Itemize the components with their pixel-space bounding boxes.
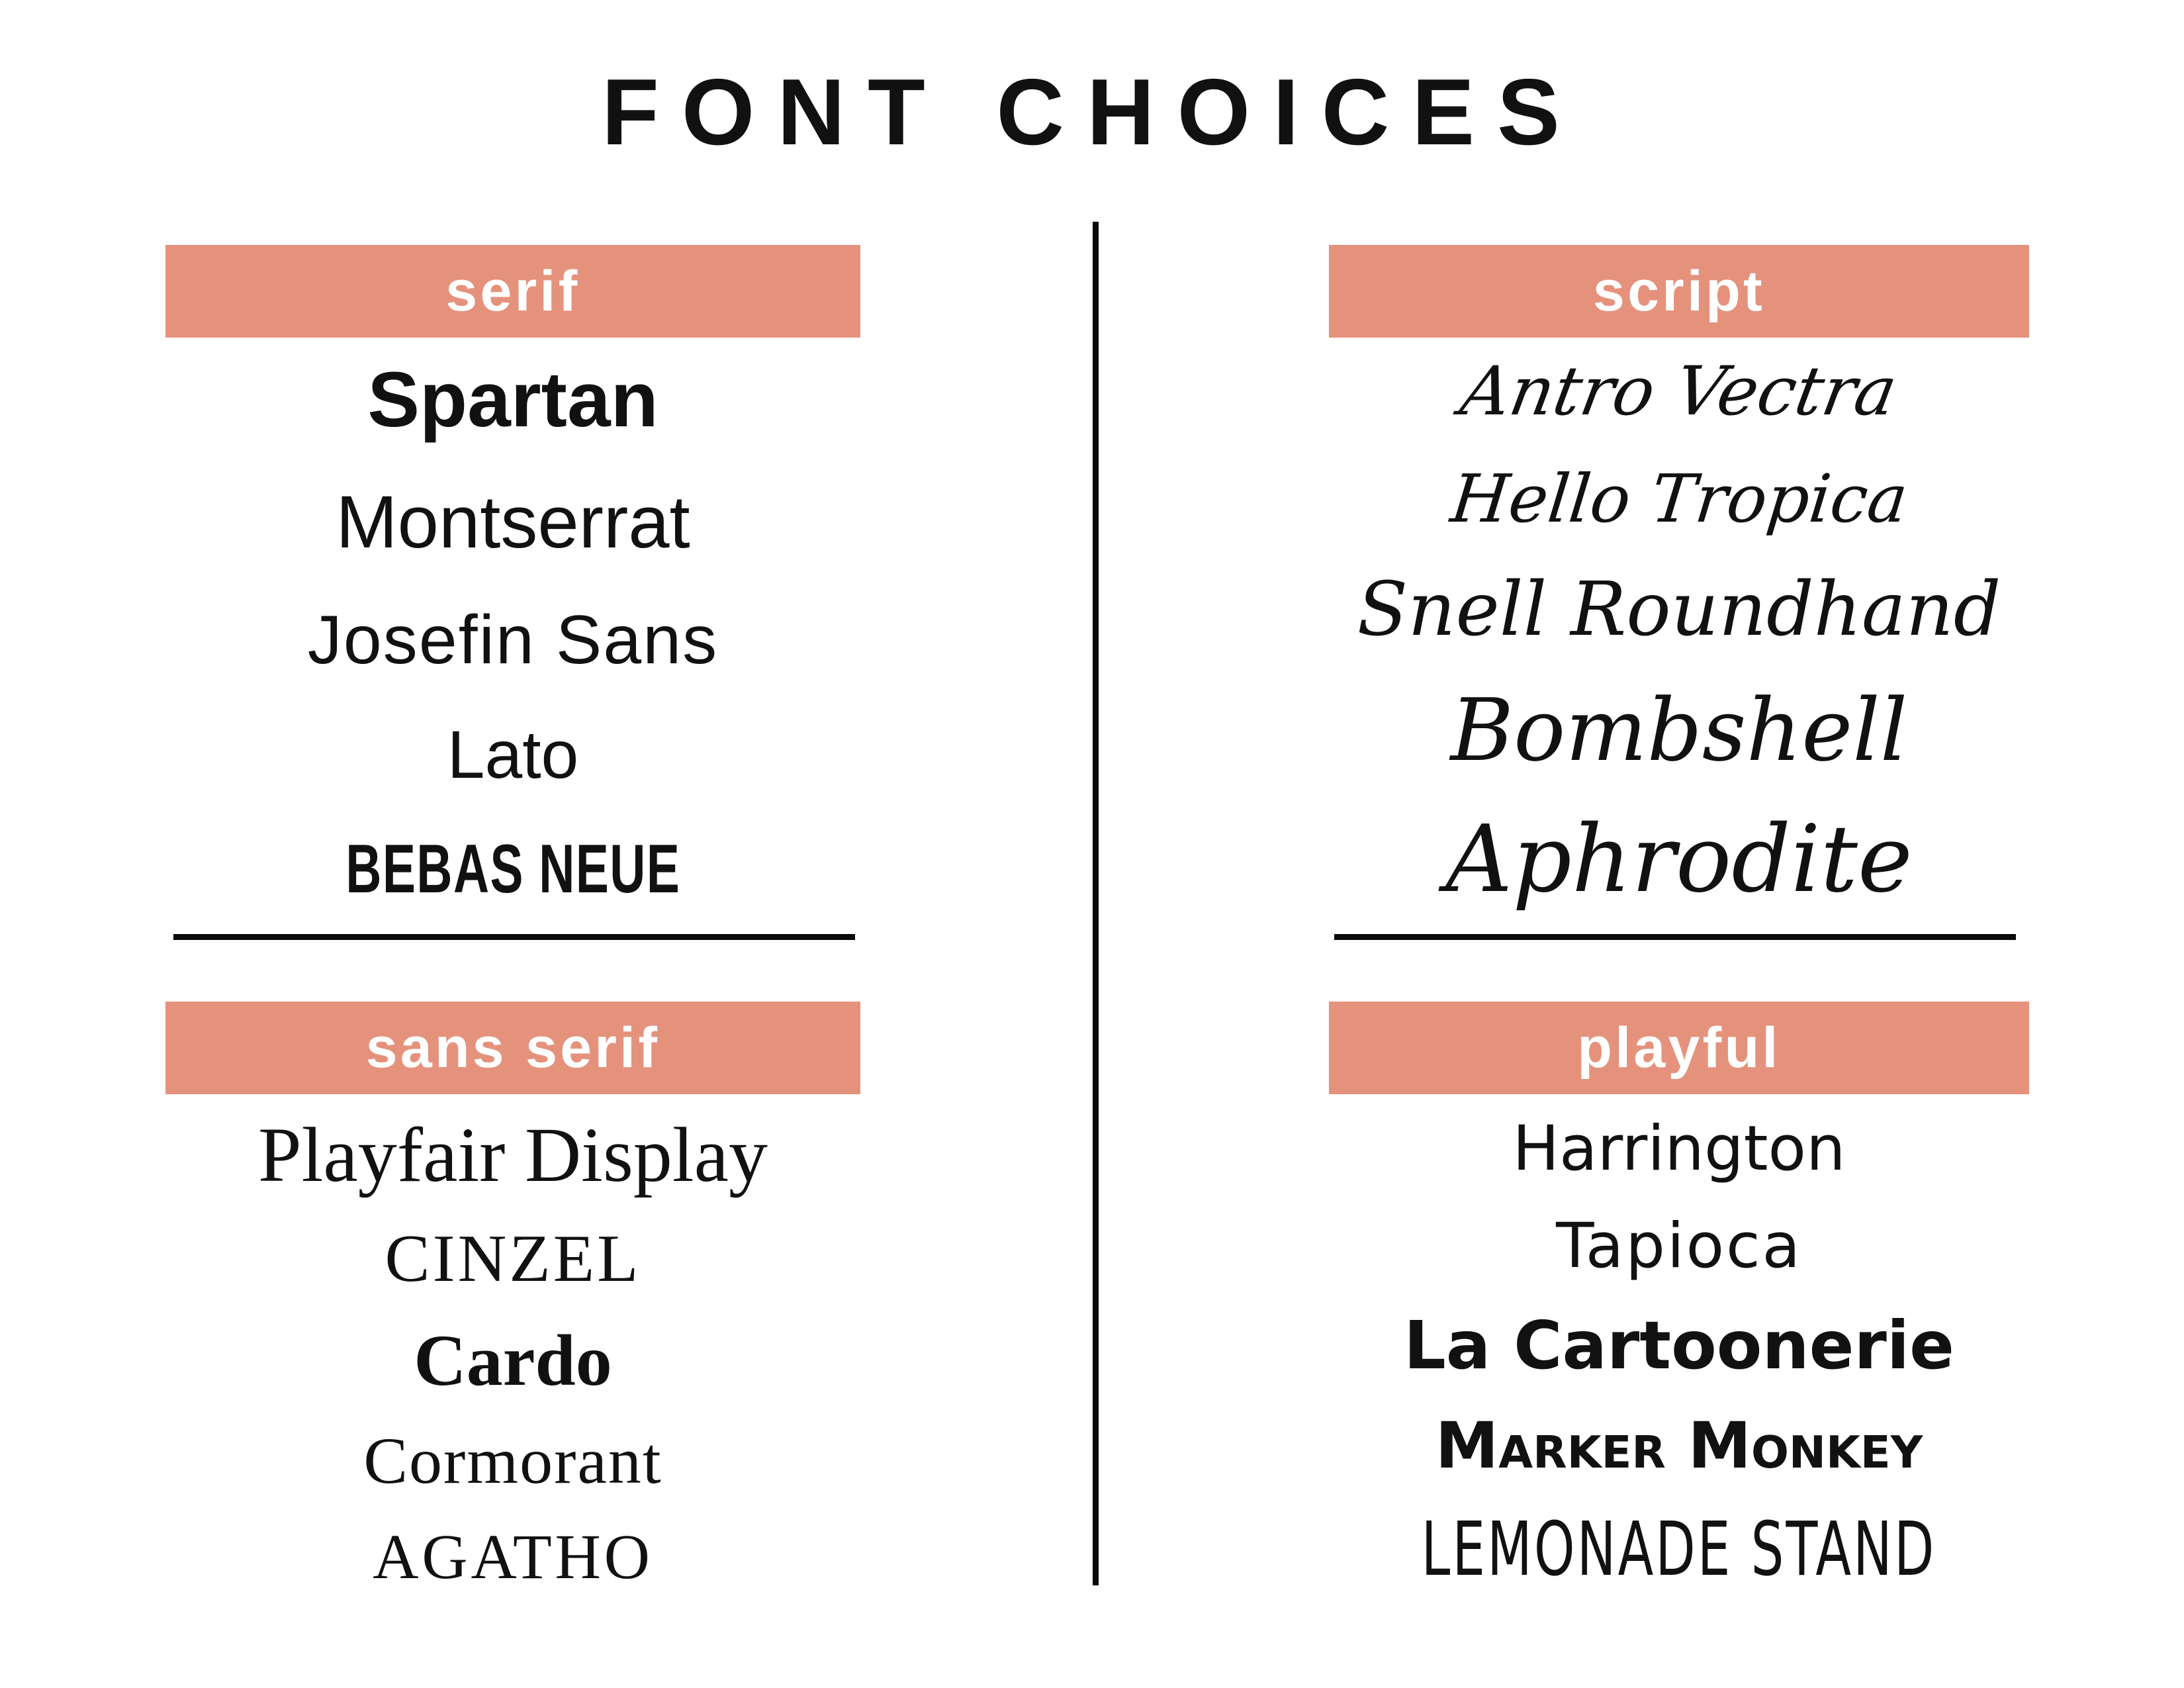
font-list-script	[1329, 338, 2029, 927]
section-header-script: script	[1329, 245, 2029, 338]
font-name-montserrat: Montserrat	[336, 481, 690, 563]
section-header-serif: serif	[165, 245, 860, 338]
font-list-playful	[1329, 1101, 2029, 1604]
horizontal-divider-right	[1334, 934, 2016, 940]
section-sans-serif	[165, 1002, 860, 1604]
section-header-sans-serif: sans serif	[165, 1002, 860, 1094]
font-name-snell-roundhand: Snell Roundhand	[1357, 566, 2001, 653]
font-name-spartan: Spartan	[367, 356, 659, 444]
font-name-tapioca: Tapioca	[1556, 1210, 1802, 1283]
font-name-cinzel: CINZEL	[385, 1221, 641, 1297]
font-name-agatho: AGATHO	[373, 1521, 653, 1592]
font-name-hello-tropica: Hello Tropica	[1447, 459, 1911, 538]
font-name-lato: Lato	[447, 717, 579, 792]
font-list-serif	[165, 338, 860, 927]
font-name-aphrodite: Aphrodite	[1445, 806, 1913, 914]
font-list-sans-serif	[165, 1101, 860, 1604]
vertical-divider	[1093, 222, 1099, 1585]
font-name-harrington: Harrington	[1512, 1113, 1846, 1186]
font-name-lemonade-stand: LEMONADE STAND	[1422, 1506, 1936, 1593]
section-header-playful: playful	[1329, 1002, 2029, 1094]
font-name-bebas-neue: BEBAS NEUE	[345, 831, 680, 908]
section-serif	[165, 245, 860, 927]
font-name-la-cartoonerie: La Cartoonerie	[1404, 1306, 1954, 1384]
font-name-marker-monkey: Marker Monkey	[1435, 1408, 1923, 1483]
horizontal-divider-left	[173, 934, 855, 940]
font-name-playfair-display: Playfair Display	[257, 1111, 768, 1199]
font-name-josefin-sans: Josefin Sans	[307, 602, 719, 679]
section-script	[1329, 245, 2029, 927]
section-playful	[1329, 1002, 2029, 1604]
font-name-cardo: Cardo	[414, 1319, 612, 1401]
font-name-antro-vectra: Antro Vectra	[1455, 352, 1903, 431]
font-name-cormorant: Cormorant	[363, 1423, 662, 1497]
font-name-bombshell: Bombshell	[1450, 680, 1908, 781]
page-title: FONT CHOICES	[602, 60, 1582, 165]
